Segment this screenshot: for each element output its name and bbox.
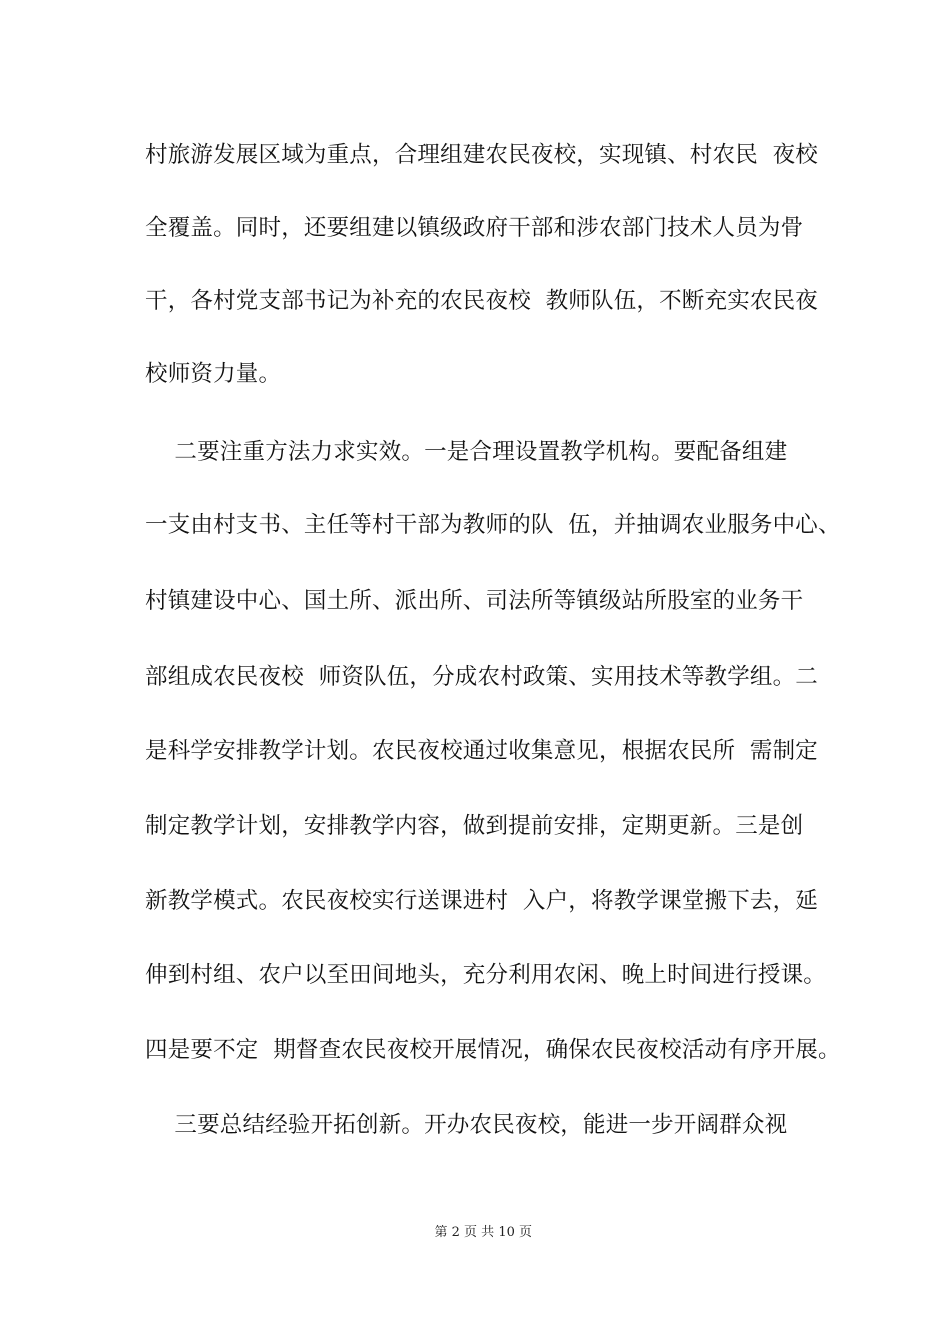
text-line: 三要总结经验开拓创新。开办农民夜校，能进一步开阔群众视 (145, 1112, 788, 1138)
text-line: 村镇建设中心、国土所、派出所、司法所等镇级站所股室的业务干 (145, 588, 804, 614)
text-line: 部组成农民夜校 师资队伍，分成农村政策、实用技术等教学组。二 (145, 664, 819, 690)
text-line: 一支由村支书、主任等村干部为教师的队 伍，并抽调农业服务中心、 (145, 512, 841, 538)
page-number: 第 2 页 共 10 页 (434, 1225, 532, 1240)
text-line: 校师资力量。 (145, 361, 282, 387)
text-line: 四是要不定 期督查农民夜校开展情况，确保农民夜校活动有序开展。 (145, 1037, 841, 1063)
page-footer (0, 1206, 950, 1255)
text-line: 全覆盖。同时，还要组建以镇级政府干部和涉农部门技术人员为骨 (145, 215, 804, 241)
text-line: 伸到村组、农户以至田间地头，充分利用农闲、晚上时间进行授课。 (145, 962, 827, 988)
text-line: 新教学模式。农民夜校实行送课进村 入户，将教学课堂搬下去，延 (145, 888, 819, 914)
text-line: 制定教学计划，安排教学内容，做到提前安排，定期更新。三是创 (145, 813, 804, 839)
text-line: 干，各村党支部书记为补充的农民夜校 教师队伍，不断充实农民夜 (145, 288, 819, 314)
text-line: 二要注重方法力求实效。一是合理设置教学机构。要配备组建 (145, 439, 788, 465)
text-line: 是科学安排教学计划。农民夜校通过收集意见，根据农民所 需制定 (145, 738, 819, 764)
text-line: 村旅游发展区域为重点，合理组建农民夜校，实现镇、村农民 夜校 (145, 142, 819, 168)
